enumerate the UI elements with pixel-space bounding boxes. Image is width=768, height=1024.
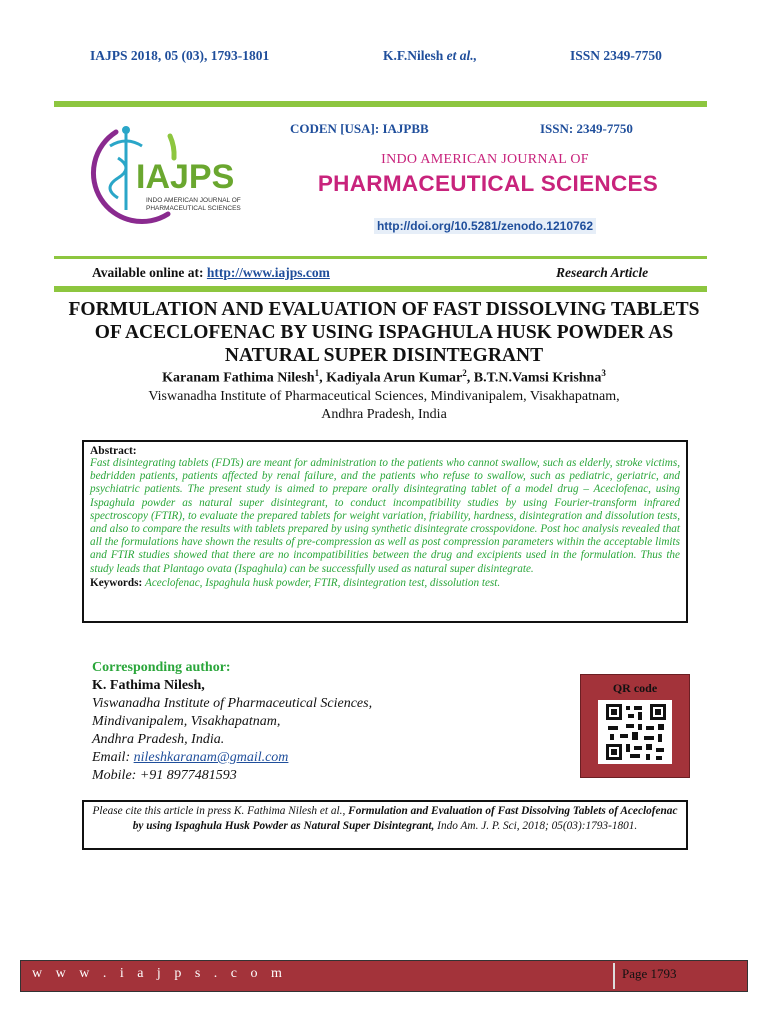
journal-name-main: PHARMACEUTICAL SCIENCES	[317, 171, 659, 196]
masthead-issn: ISSN: 2349-7750	[540, 121, 633, 136]
author-3: B.T.N.Vamsi Krishna	[473, 370, 602, 386]
logo-wordmark: IAJPS	[136, 158, 235, 196]
availability-label: Available online at:	[92, 265, 207, 280]
citation-suffix: Indo Am. J. P. Sci, 2018; 05(03):1793-1801.	[434, 820, 638, 832]
affiliation-line-1: Viswanadha Institute of Pharmaceutical Sciences, Mindivanipalem, Visakhapatnam,	[148, 389, 620, 404]
author-3-affil: 3	[601, 368, 606, 378]
keywords-list: Aceclofenac, Ispaghula husk powder, FTIR, disintegration test, dissolution test.	[145, 576, 501, 589]
running-header-issn: ISSN 2349-7750	[570, 48, 662, 63]
abstract-body: Fast disintegrating tablets (FDTs) are meant for administration to the patients who cannot swallow, such as elderly, stroke victims, bedridden patients, patients affected by renal failure, and the patients who refuse to swallow, such as pediatric, geriatric, and psychiatric patients. The present study is aimed to prepare orally disintegrating tablet of a model drug – Aceclofenac, using Ispaghula powder as natural super disintegrant, to conduct incompatibility studies by using Fourier-transform infrared spectroscopy (FTIR), to evaluate the prepared tablets for weight variation, friability, hardness, disintegration and dissolution tests, and also to compare the results with tablets prepared by using synthetic disintegrate crosspovidone. Post hoc analysis revealed that all the formulations have shown the results of pre-compression as well as post compression parameters within the acceptable limits and FTIR studies showed that there are no incompatibilities between the drug and excipients used in the formulation. Thus the study leads that Plantago ovata (Ispaghula) can be successfully used as natural super disintegrate.	[90, 457, 680, 575]
citation-title: Formulation and Evaluation of Fast Dissolving Tablets of Aceclofenac by using Ispaghula Husk Powder as Natural Super Disintegrant,	[132, 805, 678, 832]
availability-top-divider	[54, 256, 707, 259]
footer-website[interactable]: w w w . i a j p s . c o m	[32, 966, 287, 981]
author-list: Karanam Fathima Nilesh$^1$, Kadiyala Arun Kumar$^2$, B.T.N.Vamsi Krishna$^3$	[162, 368, 606, 386]
email-link[interactable]: nileshkaranam@gmail.com	[133, 750, 289, 765]
article-title: FORMULATION AND EVALUATION OF FAST DISSOLVING TABLETS OF ACECLOFENAC BY USING ISPAGHULA HUSK POWDER AS NATURAL SUPER DISINTEGRANT	[68, 299, 700, 366]
author-1-affil: 1	[314, 368, 320, 378]
keywords	[90, 577, 680, 589]
top-divider	[54, 101, 707, 107]
running-header-citation: IAJPS 2018, 05 (03), 1793-1801	[90, 48, 270, 63]
keywords-label: Keywords:	[90, 576, 145, 589]
author-2-affil: 2	[462, 368, 467, 378]
journal-name-top: INDO AMERICAN JOURNAL OF	[381, 152, 589, 167]
logo-subtext-line1: INDO AMERICAN JOURNAL OF	[146, 197, 241, 204]
corresponding-email	[92, 750, 288, 766]
page-number: Page 1793	[622, 966, 677, 981]
affiliation-line-2: Andhra Pradesh, India	[321, 407, 447, 422]
website-link[interactable]: http://www.iajps.com	[206, 265, 330, 280]
availability-bottom-divider	[54, 286, 707, 292]
citation-box	[82, 800, 688, 850]
running-header-author	[383, 48, 477, 64]
corresponding-mobile: Mobile: +91 8977481593	[92, 768, 237, 783]
abstract-box	[82, 440, 688, 623]
author-etal: et al.,	[446, 48, 478, 63]
article-type: Research Article	[556, 265, 649, 280]
corresponding-heading: Corresponding author:	[92, 660, 231, 675]
abstract-heading: Abstract:	[90, 445, 137, 457]
author-2: Kadiyala Arun Kumar	[326, 370, 463, 386]
citation-prefix: Please cite this article in press K. Fathima Nilesh et al.,	[92, 805, 349, 817]
corresponding-city: Mindivanipalem, Visakhapatnam,	[92, 714, 281, 729]
email-label: Email:	[92, 750, 134, 765]
corresponding-name: K. Fathima Nilesh,	[92, 678, 205, 693]
availability-line	[92, 265, 330, 281]
doi-link[interactable]	[290, 219, 680, 233]
author-name: K.F.Nilesh	[383, 48, 447, 63]
coden: CODEN [USA]: IAJPBB	[290, 121, 429, 136]
doi-text[interactable]: http://doi.org/10.5281/zenodo.1210762	[374, 218, 596, 234]
affiliation	[60, 388, 708, 424]
corresponding-institute: Viswanadha Institute of Pharmaceutical Sciences,	[92, 696, 373, 711]
qr-code-label: QR code	[612, 681, 658, 695]
journal-logo	[72, 118, 272, 228]
logo-subtext-line2: PHARMACEUTICAL SCIENCES	[146, 205, 241, 212]
footer-divider	[613, 963, 615, 989]
qr-code-icon[interactable]	[606, 704, 666, 760]
author-1: Karanam Fathima Nilesh	[162, 370, 315, 386]
corresponding-state: Andhra Pradesh, India.	[92, 732, 225, 747]
